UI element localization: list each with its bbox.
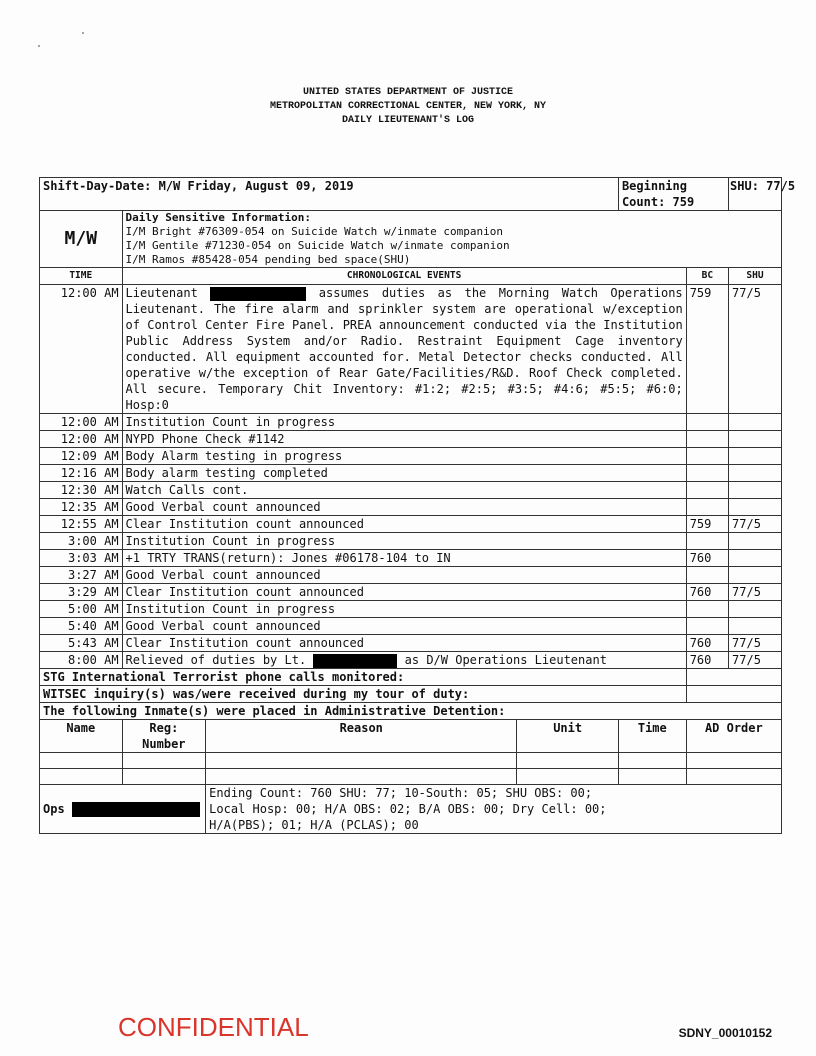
sensitive-info (122, 211, 781, 268)
sensitive-line: I/M Gentile #71230-054 on Suicide Watch w/inmate companion (125, 239, 510, 252)
entry-shu: 77/5 (729, 635, 782, 652)
entry-event: Good Verbal count announced (122, 618, 686, 635)
ad-empty-row (40, 753, 782, 769)
log-entry (40, 448, 782, 465)
ops-summary (206, 785, 782, 834)
entry-event: Clear Institution count announced (122, 635, 686, 652)
header-log-title: DAILY LIEUTENANT'S LOG (341, 115, 475, 126)
entry-time: 12:35 AM (40, 499, 123, 516)
shift-date: Shift-Day-Date: M/W Friday, August 09, 2019 (40, 178, 619, 211)
entry-time: 3:27 AM (40, 567, 123, 584)
entry-shu (729, 448, 782, 465)
entry-event: Watch Calls cont. (122, 482, 686, 499)
stg-value (686, 669, 781, 686)
log-entry (40, 601, 782, 618)
log-entry (40, 465, 782, 482)
entry-bc (686, 482, 728, 499)
entry-shu: 77/5 (729, 516, 782, 533)
entry-time: 12:16 AM (40, 465, 123, 482)
entry-event: Institution Count in progress (122, 601, 686, 618)
lieutenant-log (39, 177, 796, 834)
shift-row (40, 178, 782, 211)
scan-speck (38, 45, 40, 47)
entry-time: 5:43 AM (40, 635, 123, 652)
column-shu: SHU (729, 268, 782, 285)
entry-event (122, 652, 686, 669)
log-entry (40, 567, 782, 584)
log-entry (40, 533, 782, 550)
scan-speck (82, 32, 84, 34)
ad-time-header: Time (618, 720, 686, 753)
entry-bc (686, 499, 728, 516)
sensitive-row (40, 211, 782, 268)
ops-summary-line: H/A(PBS); 01; H/A (PCLAS); 00 (209, 818, 419, 832)
ad-line: The following Inmate(s) were placed in Administrative Detention: (40, 703, 782, 720)
entry-time: 3:29 AM (40, 584, 123, 601)
entry-event: Body Alarm testing in progress (122, 448, 686, 465)
entry-shu: 77/5 (729, 285, 782, 414)
ad-reason-header: Reason (206, 720, 517, 753)
redaction-box (210, 287, 306, 301)
ad-row (40, 703, 782, 720)
entry-bc (686, 431, 728, 448)
entry-bc: 759 (686, 516, 728, 533)
column-bc: BC (686, 268, 728, 285)
ad-unit-header: Unit (517, 720, 619, 753)
entry-time: 3:03 AM (40, 550, 123, 567)
log-entry (40, 618, 782, 635)
entry-shu: 77/5 (729, 652, 782, 669)
entry-time: 12:00 AM (40, 414, 123, 431)
beginning-count: Beginning Count: 759 (618, 178, 728, 211)
ad-empty-row (40, 769, 782, 785)
sensitive-line: I/M Bright #76309-054 on Suicide Watch w/inmate companion (125, 225, 504, 238)
entry-time: 8:00 AM (40, 652, 123, 669)
entry-bc (686, 414, 728, 431)
stg-row (40, 669, 782, 686)
entry-suffix: as D/W Operations Lieutenant (404, 653, 607, 667)
entry-prefix: Lieutenant (125, 286, 198, 300)
log-entry (40, 584, 782, 601)
stg-line: STG International Terrorist phone calls monitored: (40, 669, 687, 686)
document-header (0, 86, 816, 128)
entry-bc (686, 567, 728, 584)
witsec-line: WITSEC inquiry(s) was/were received during my tour of duty: (40, 686, 687, 703)
entry-event: NYPD Phone Check #1142 (122, 431, 686, 448)
entry-event (122, 285, 686, 414)
log-entry (40, 482, 782, 499)
entry-time: 12:55 AM (40, 516, 123, 533)
sensitive-title: Daily Sensitive Information: (125, 211, 311, 224)
entry-shu (729, 533, 782, 550)
entry-shu (729, 414, 782, 431)
sensitive-line: I/M Ramos #85428-054 pending bed space(SHU) (125, 253, 411, 266)
witsec-value (686, 686, 781, 703)
entry-bc (686, 601, 728, 618)
entry-event: Good Verbal count announced (122, 567, 686, 584)
entry-prefix: Relieved of duties by Lt. (125, 653, 307, 667)
ad-order-header: AD Order (686, 720, 781, 753)
entry-bc (686, 465, 728, 482)
redaction-box (72, 802, 200, 817)
ops-signature (40, 785, 206, 834)
log-entry (40, 516, 782, 533)
entry-text: assumes duties as the Morning Watch Operations Lieutenant. The fire alarm and sprinkler system are operational w/exception of Control Center Fire Panel. PREA announcement conducted via the Institution Public Address System and/or Radio. Restraint Equipment Cage inventory conducted. All equipment accounted for. Metal Detector checks conducted. All operative w/the exception of Rear Gate/Facilities/R&D. Roof Check completed. All secure. Temporary Chit Inventory: #1:2; #2:5; #3:5; #4:6; #5:5; #6:0; Hosp:0 (125, 286, 683, 412)
shift-shu: SHU: 77/5 (729, 178, 782, 211)
entry-time: 12:00 AM (40, 285, 123, 414)
entry-shu (729, 482, 782, 499)
ops-label: Ops (43, 802, 65, 816)
bates-number: SDNY_00010152 (678, 1026, 772, 1040)
entry-shu (729, 550, 782, 567)
log-entry (40, 414, 782, 431)
witsec-row (40, 686, 782, 703)
entry-time: 5:00 AM (40, 601, 123, 618)
entry-time: 3:00 AM (40, 533, 123, 550)
ad-header-row (40, 720, 782, 753)
entry-time: 12:00 AM (40, 431, 123, 448)
entry-bc: 760 (686, 635, 728, 652)
entry-event: Clear Institution count announced (122, 516, 686, 533)
entry-shu (729, 499, 782, 516)
header-agency: UNITED STATES DEPARTMENT OF JUSTICE (302, 87, 514, 98)
log-entry (40, 431, 782, 448)
entry-bc: 760 (686, 550, 728, 567)
entry-event: Good Verbal count announced (122, 499, 686, 516)
log-entries (40, 414, 782, 652)
log-entry (40, 550, 782, 567)
log-top-table (39, 177, 796, 834)
ad-reg-header: Reg: Number (122, 720, 206, 753)
entry-bc: 760 (686, 652, 728, 669)
entry-event: Institution Count in progress (122, 414, 686, 431)
entry-event: Institution Count in progress (122, 533, 686, 550)
ops-row (40, 785, 782, 834)
log-entry (40, 285, 782, 414)
entry-shu (729, 567, 782, 584)
confidential-stamp: CONFIDENTIAL (118, 1012, 309, 1042)
ad-name-header: Name (40, 720, 123, 753)
entry-shu (729, 618, 782, 635)
entry-shu: 77/5 (729, 584, 782, 601)
entry-event: Body alarm testing completed (122, 465, 686, 482)
column-events: CHRONOLOGICAL EVENTS (122, 268, 686, 285)
entry-shu (729, 601, 782, 618)
entry-bc (686, 533, 728, 550)
header-facility: METROPOLITAN CORRECTIONAL CENTER, NEW YORK, NY (269, 101, 547, 112)
entry-bc (686, 618, 728, 635)
entry-shu (729, 465, 782, 482)
shift-code: M/W (40, 211, 123, 268)
entry-time: 12:09 AM (40, 448, 123, 465)
events-header-row (40, 268, 782, 285)
entry-event: Clear Institution count announced (122, 584, 686, 601)
column-time: TIME (40, 268, 123, 285)
ops-summary-line: Ending Count: 760 SHU: 77; 10-South: 05; SHU OBS: 00; (209, 786, 593, 800)
log-entry (40, 652, 782, 669)
ops-summary-line: Local Hosp: 00; H/A OBS: 02; B/A OBS: 00; Dry Cell: 00; (209, 802, 607, 816)
entry-bc: 760 (686, 584, 728, 601)
redaction-box (313, 654, 397, 668)
entry-bc: 759 (686, 285, 728, 414)
entry-time: 5:40 AM (40, 618, 123, 635)
log-entry (40, 635, 782, 652)
entry-time: 12:30 AM (40, 482, 123, 499)
entry-bc (686, 448, 728, 465)
entry-event: +1 TRTY TRANS(return): Jones #06178-104 to IN (122, 550, 686, 567)
log-entry (40, 499, 782, 516)
entry-shu (729, 431, 782, 448)
